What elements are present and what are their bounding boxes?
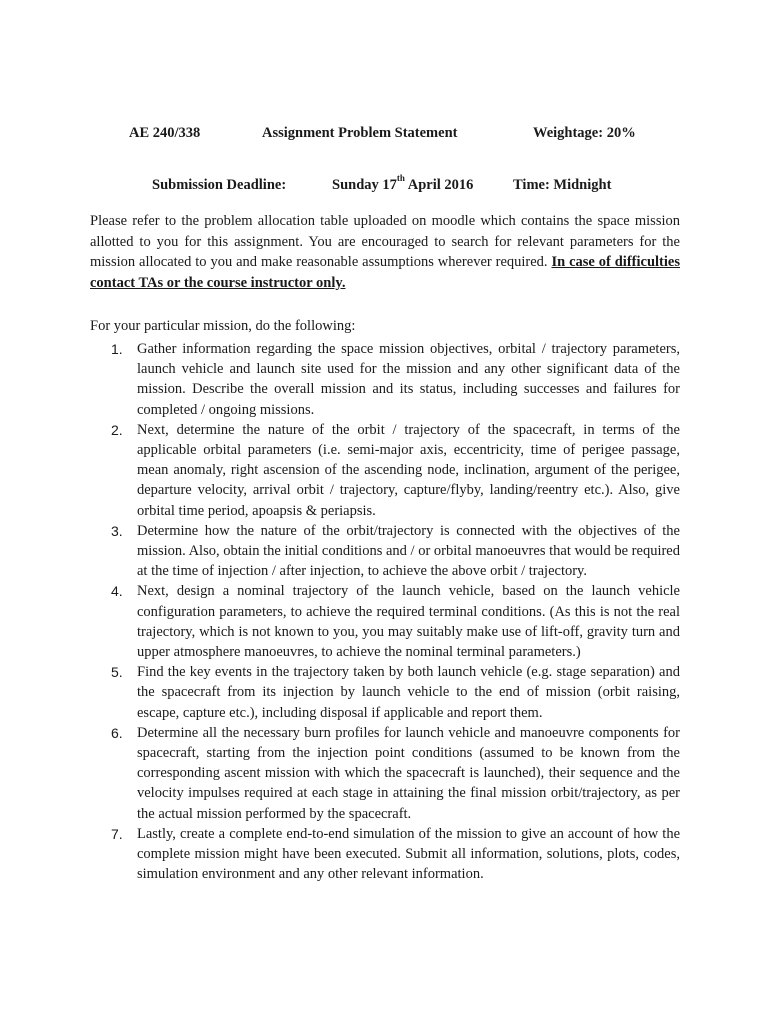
list-item-text: Next, design a nominal trajectory of the launch vehicle, based on the launch vehicle configuration parameters, to achieve the required terminal conditions. (As this is not the real trajectory, which is not known to you, you may suitably make use of lift-off, gravity turn and upper atmosphere manoeuvres, to achieve the nominal terminal parameters.) <box>137 583 680 661</box>
list-item <box>90 662 680 723</box>
deadline-time: Time: Midnight <box>513 177 612 193</box>
list-item <box>90 723 680 824</box>
list-item-text: Lastly, create a complete end-to-end simulation of the mission to give an account of how the complete mission might have been executed. Submit all information, solutions, plots, codes, simulation environment and any other relevant information. <box>137 825 680 883</box>
list-item-text: Next, determine the nature of the orbit / trajectory of the spacecraft, in terms of the applicable orbital parameters (i.e. semi-major axis, eccentricity, time of perigee passage, mean anomaly, right ascension of the ascending node, inclination, argument of the perigee, departure velocity, arrival orbit / trajectory, capture/flyby, landing/reentry etc.). Also, give orbital time period, apoapsis & periapsis. <box>137 421 680 519</box>
intro-emphasis: In case of difficulties contact TAs or the course instructor only. <box>90 254 680 292</box>
intro-paragraph <box>90 211 680 294</box>
list-item-number: 7. <box>111 825 123 842</box>
list-item-number: 6. <box>111 724 123 741</box>
instructions-lead: For your particular mission, do the following: <box>90 318 356 334</box>
list-item-text: Gather information regarding the space mission objectives, orbital / trajectory parameters, launch vehicle and launch site used for the mission and any other significant data of the mission. Describe the overall mission and its status, including successes and failures for completed / ongoing missions. <box>137 341 680 418</box>
deadline-label: Submission Deadline: <box>152 177 287 193</box>
list-item-number: 1. <box>111 341 123 357</box>
deadline-date-suffix: th <box>396 173 405 184</box>
list-item <box>90 824 680 885</box>
intro-text: Please refer to the problem allocation table uploaded on moodle which contains the space mission allotted to you for this assignment. You are encouraged to search for relevant parameters for the mission allocated to you and make reasonable assumptions wherever required. <box>90 213 680 271</box>
list-item-number: 2. <box>111 421 123 438</box>
list-item-text: Determine all the necessary burn profiles for launch vehicle and manoeuvre components for spacecraft, starting from the injection point conditions (assumed to be known from the corresponding ascent mission with which the spacecraft is launched), their sequence and the velocity impulses required at each stage in attaining the final mission orbit/trajectory, as per the actual mission performed by the spacecraft. <box>137 724 680 822</box>
list-item-number: 4. <box>111 583 123 600</box>
list-item-number: 5. <box>111 664 123 681</box>
deadline-date <box>332 173 474 194</box>
deadline-date-month-year: April 2016 <box>404 177 474 193</box>
deadline-date-day: Sunday 17 <box>332 177 397 193</box>
weightage: Weightage: 20% <box>533 125 636 141</box>
list-item <box>90 339 680 420</box>
list-item-text: Find the key events in the trajectory taken by both launch vehicle (e.g. stage separation) and the spacecraft from its injection by launch vehicle to the end of mission (orbit raising, escape, capture etc.), including disposal if applicable and report them. <box>137 664 680 721</box>
list-item <box>90 521 680 582</box>
list-item <box>90 581 680 662</box>
document-title: Assignment Problem Statement <box>262 125 458 141</box>
course-code: AE 240/338 <box>129 125 201 141</box>
task-list <box>90 339 680 884</box>
list-item-number: 3. <box>111 522 123 539</box>
list-item-text: Determine how the nature of the orbit/trajectory is connected with the objectives of the mission. Also, obtain the initial conditions and / or orbital manoeuvres that would be required at the time of injection / after injection, to achieve the above orbit / trajectory. <box>137 522 680 580</box>
list-item <box>90 420 680 521</box>
